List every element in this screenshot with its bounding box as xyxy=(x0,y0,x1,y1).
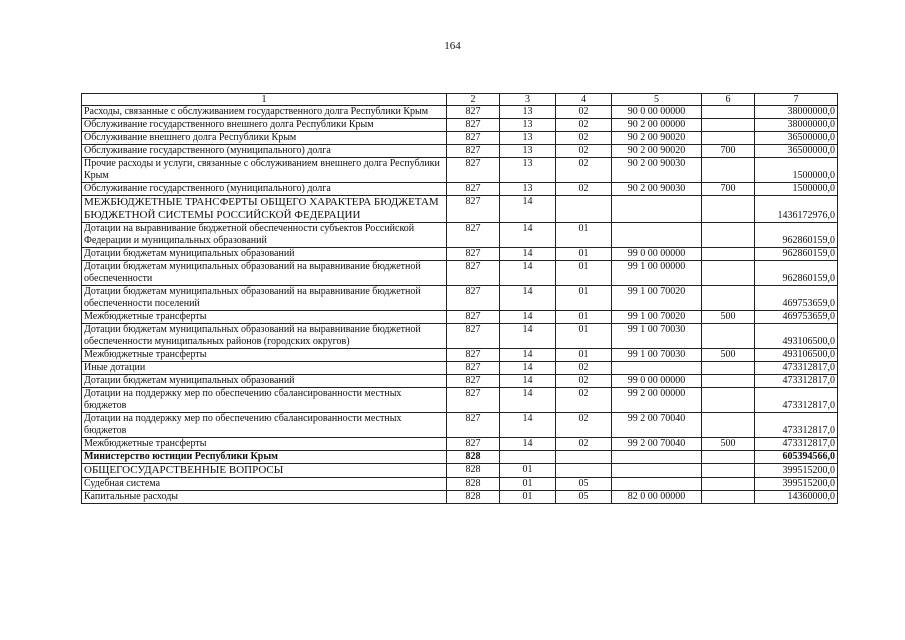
expense-name-cell: Дотации бюджетам муниципальных образований xyxy=(82,248,447,261)
ministry-code-cell: 828 xyxy=(447,464,500,478)
target-article-cell: 99 1 00 00000 xyxy=(612,261,702,286)
ministry-code-cell: 828 xyxy=(447,478,500,491)
table-row xyxy=(82,464,838,478)
target-article-cell: 82 0 00 00000 xyxy=(612,491,702,504)
table-row xyxy=(82,451,838,464)
target-article-cell: 90 2 00 90030 xyxy=(612,158,702,183)
expense-type-cell xyxy=(702,196,755,223)
table-row xyxy=(82,132,838,145)
ministry-code-cell: 827 xyxy=(447,132,500,145)
target-article-cell xyxy=(612,196,702,223)
subsection-code-cell: 02 xyxy=(556,388,612,413)
subsection-code-cell: 02 xyxy=(556,375,612,388)
table-row xyxy=(82,438,838,451)
expense-name-cell: Расходы, связанные с обслуживанием государственного долга Республики Крым xyxy=(82,106,447,119)
subsection-code-cell: 02 xyxy=(556,145,612,158)
ministry-code-cell: 827 xyxy=(447,106,500,119)
expense-type-cell xyxy=(702,132,755,145)
header-cell: 5 xyxy=(612,94,702,106)
expense-type-cell xyxy=(702,324,755,349)
expense-name-cell: Межбюджетные трансферты xyxy=(82,349,447,362)
expense-type-cell: 700 xyxy=(702,183,755,196)
amount-cell: 1500000,0 xyxy=(755,183,838,196)
section-code-cell: 14 xyxy=(500,223,556,248)
section-code-cell: 13 xyxy=(500,145,556,158)
ministry-code-cell: 827 xyxy=(447,248,500,261)
ministry-code-cell: 827 xyxy=(447,158,500,183)
target-article-cell xyxy=(612,362,702,375)
target-article-cell: 99 1 00 70030 xyxy=(612,324,702,349)
target-article-cell: 99 2 00 70040 xyxy=(612,438,702,451)
table-row xyxy=(82,261,838,286)
subsection-code-cell: 02 xyxy=(556,362,612,375)
amount-cell: 1436172976,0 xyxy=(755,196,838,223)
expense-type-cell xyxy=(702,478,755,491)
amount-cell: 473312817,0 xyxy=(755,362,838,375)
amount-cell: 38000000,0 xyxy=(755,106,838,119)
expense-type-cell xyxy=(702,375,755,388)
expense-name-cell: Прочие расходы и услуги, связанные с обслуживанием внешнего долга Республики Крым xyxy=(82,158,447,183)
target-article-cell: 99 2 00 70040 xyxy=(612,413,702,438)
section-code-cell xyxy=(500,451,556,464)
section-code-cell: 14 xyxy=(500,375,556,388)
amount-cell: 962860159,0 xyxy=(755,248,838,261)
table-row xyxy=(82,119,838,132)
header-cell: 1 xyxy=(82,94,447,106)
section-code-cell: 01 xyxy=(500,491,556,504)
ministry-code-cell: 828 xyxy=(447,451,500,464)
expense-name-cell: Дотации на поддержку мер по обеспечению сбалансированности местных бюджетов xyxy=(82,388,447,413)
amount-cell: 473312817,0 xyxy=(755,413,838,438)
amount-cell: 469753659,0 xyxy=(755,286,838,311)
page-number: 164 xyxy=(444,40,461,52)
ministry-code-cell: 827 xyxy=(447,438,500,451)
ministry-code-cell: 827 xyxy=(447,223,500,248)
expense-type-cell xyxy=(702,158,755,183)
section-code-cell: 01 xyxy=(500,464,556,478)
ministry-code-cell: 827 xyxy=(447,311,500,324)
section-code-cell: 13 xyxy=(500,158,556,183)
table-row xyxy=(82,388,838,413)
amount-cell: 473312817,0 xyxy=(755,438,838,451)
target-article-cell: 99 2 00 00000 xyxy=(612,388,702,413)
ministry-code-cell: 827 xyxy=(447,119,500,132)
expense-name-cell: Дотации бюджетам муниципальных образований xyxy=(82,375,447,388)
target-article-cell: 90 2 00 00000 xyxy=(612,119,702,132)
section-code-cell: 14 xyxy=(500,324,556,349)
expense-type-cell xyxy=(702,106,755,119)
ministry-code-cell: 827 xyxy=(447,183,500,196)
table-row xyxy=(82,491,838,504)
expense-type-cell xyxy=(702,261,755,286)
expense-name-cell: Обслуживание государственного внешнего долга Республики Крым xyxy=(82,119,447,132)
amount-cell: 473312817,0 xyxy=(755,375,838,388)
target-article-cell: 90 2 00 90020 xyxy=(612,132,702,145)
amount-cell: 399515200,0 xyxy=(755,478,838,491)
amount-cell: 36500000,0 xyxy=(755,132,838,145)
expense-type-cell: 500 xyxy=(702,438,755,451)
ministry-code-cell: 827 xyxy=(447,388,500,413)
table-row xyxy=(82,362,838,375)
ministry-code-cell: 827 xyxy=(447,349,500,362)
header-cell: 2 xyxy=(447,94,500,106)
table-row xyxy=(82,223,838,248)
target-article-cell: 99 0 00 00000 xyxy=(612,375,702,388)
expense-name-cell: МЕЖБЮДЖЕТНЫЕ ТРАНСФЕРТЫ ОБЩЕГО ХАРАКТЕРА БЮДЖЕТАМ БЮДЖЕТНОЙ СИСТЕМЫ РОССИЙСКОЙ ФЕДЕРАЦИИ xyxy=(82,196,447,223)
ministry-code-cell: 827 xyxy=(447,286,500,311)
section-code-cell: 14 xyxy=(500,349,556,362)
section-code-cell: 14 xyxy=(500,196,556,223)
subsection-code-cell xyxy=(556,464,612,478)
expense-type-cell xyxy=(702,451,755,464)
header-row xyxy=(82,94,838,106)
expense-type-cell xyxy=(702,388,755,413)
expense-type-cell: 500 xyxy=(702,349,755,362)
subsection-code-cell: 02 xyxy=(556,132,612,145)
expense-name-cell: Дотации бюджетам муниципальных образований на выравнивание бюджетной обеспеченности муниципальных районов (городских округов) xyxy=(82,324,447,349)
section-code-cell: 14 xyxy=(500,286,556,311)
header-cell: 6 xyxy=(702,94,755,106)
ministry-code-cell: 827 xyxy=(447,261,500,286)
table-row xyxy=(82,413,838,438)
subsection-code-cell: 01 xyxy=(556,248,612,261)
ministry-code-cell: 827 xyxy=(447,145,500,158)
header-cell: 7 xyxy=(755,94,838,106)
section-code-cell: 14 xyxy=(500,248,556,261)
target-article-cell: 90 2 00 90020 xyxy=(612,145,702,158)
target-article-cell: 99 1 00 70030 xyxy=(612,349,702,362)
subsection-code-cell: 02 xyxy=(556,413,612,438)
subsection-code-cell: 05 xyxy=(556,478,612,491)
table-row xyxy=(82,183,838,196)
expense-name-cell: Дотации бюджетам муниципальных образований на выравнивание бюджетной обеспеченности поселений xyxy=(82,286,447,311)
section-code-cell: 14 xyxy=(500,438,556,451)
table-row xyxy=(82,311,838,324)
section-code-cell: 01 xyxy=(500,478,556,491)
expense-type-cell xyxy=(702,286,755,311)
ministry-code-cell: 828 xyxy=(447,491,500,504)
section-code-cell: 14 xyxy=(500,311,556,324)
expense-name-cell: Дотации на выравнивание бюджетной обеспеченности субъектов Российской Федерации и муниципальных образований xyxy=(82,223,447,248)
expense-name-cell: Обслуживание государственного (муниципального) долга xyxy=(82,183,447,196)
target-article-cell: 90 2 00 90030 xyxy=(612,183,702,196)
ministry-code-cell: 827 xyxy=(447,413,500,438)
expense-name-cell: Судебная система xyxy=(82,478,447,491)
expense-type-cell: 500 xyxy=(702,311,755,324)
expense-name-cell: Иные дотации xyxy=(82,362,447,375)
amount-cell: 962860159,0 xyxy=(755,223,838,248)
expense-name-cell: Дотации на поддержку мер по обеспечению сбалансированности местных бюджетов xyxy=(82,413,447,438)
expense-name-cell: Межбюджетные трансферты xyxy=(82,438,447,451)
amount-cell: 14360000,0 xyxy=(755,491,838,504)
subsection-code-cell: 02 xyxy=(556,438,612,451)
table-row xyxy=(82,158,838,183)
subsection-code-cell: 01 xyxy=(556,223,612,248)
table-row xyxy=(82,349,838,362)
table-row xyxy=(82,106,838,119)
expense-name-cell: ОБЩЕГОСУДАРСТВЕННЫЕ ВОПРОСЫ xyxy=(82,464,447,478)
budget-table xyxy=(81,93,838,504)
ministry-code-cell: 827 xyxy=(447,324,500,349)
table-row xyxy=(82,145,838,158)
target-article-cell xyxy=(612,464,702,478)
subsection-code-cell: 02 xyxy=(556,183,612,196)
amount-cell: 962860159,0 xyxy=(755,261,838,286)
amount-cell: 469753659,0 xyxy=(755,311,838,324)
subsection-code-cell: 02 xyxy=(556,119,612,132)
table-row xyxy=(82,375,838,388)
table-row xyxy=(82,478,838,491)
expense-name-cell: Обслуживание внешнего долга Республики Крым xyxy=(82,132,447,145)
expense-name-cell: Капитальные расходы xyxy=(82,491,447,504)
amount-cell: 399515200,0 xyxy=(755,464,838,478)
subsection-code-cell: 01 xyxy=(556,261,612,286)
ministry-code-cell: 827 xyxy=(447,196,500,223)
section-code-cell: 13 xyxy=(500,119,556,132)
expense-name-cell: Дотации бюджетам муниципальных образований на выравнивание бюджетной обеспеченности xyxy=(82,261,447,286)
subsection-code-cell: 01 xyxy=(556,349,612,362)
subsection-code-cell: 01 xyxy=(556,286,612,311)
amount-cell: 493106500,0 xyxy=(755,324,838,349)
expense-type-cell xyxy=(702,464,755,478)
section-code-cell: 14 xyxy=(500,362,556,375)
expense-type-cell xyxy=(702,491,755,504)
amount-cell: 1500000,0 xyxy=(755,158,838,183)
table-body xyxy=(82,106,838,504)
section-code-cell: 13 xyxy=(500,106,556,119)
target-article-cell: 99 1 00 70020 xyxy=(612,311,702,324)
table-row xyxy=(82,196,838,223)
subsection-code-cell xyxy=(556,196,612,223)
target-article-cell: 99 0 00 00000 xyxy=(612,248,702,261)
ministry-code-cell: 827 xyxy=(447,362,500,375)
expense-type-cell: 700 xyxy=(702,145,755,158)
subsection-code-cell: 01 xyxy=(556,324,612,349)
subsection-code-cell: 01 xyxy=(556,311,612,324)
target-article-cell xyxy=(612,451,702,464)
target-article-cell xyxy=(612,223,702,248)
table-row xyxy=(82,324,838,349)
expense-name-cell: Обслуживание государственного (муниципального) долга xyxy=(82,145,447,158)
section-code-cell: 14 xyxy=(500,261,556,286)
amount-cell: 36500000,0 xyxy=(755,145,838,158)
ministry-code-cell: 827 xyxy=(447,375,500,388)
subsection-code-cell xyxy=(556,451,612,464)
amount-cell: 605394566,0 xyxy=(755,451,838,464)
target-article-cell: 90 0 00 00000 xyxy=(612,106,702,119)
expense-type-cell xyxy=(702,413,755,438)
amount-cell: 493106500,0 xyxy=(755,349,838,362)
expense-type-cell xyxy=(702,119,755,132)
section-code-cell: 14 xyxy=(500,413,556,438)
target-article-cell: 99 1 00 70020 xyxy=(612,286,702,311)
section-code-cell: 13 xyxy=(500,132,556,145)
header-cell: 4 xyxy=(556,94,612,106)
expense-name-cell: Межбюджетные трансферты xyxy=(82,311,447,324)
target-article-cell xyxy=(612,478,702,491)
expense-type-cell xyxy=(702,223,755,248)
subsection-code-cell: 05 xyxy=(556,491,612,504)
section-code-cell: 13 xyxy=(500,183,556,196)
amount-cell: 473312817,0 xyxy=(755,388,838,413)
table-row xyxy=(82,248,838,261)
subsection-code-cell: 02 xyxy=(556,158,612,183)
expense-name-cell: Министерство юстиции Республики Крым xyxy=(82,451,447,464)
section-code-cell: 14 xyxy=(500,388,556,413)
amount-cell: 38000000,0 xyxy=(755,119,838,132)
header-cell: 3 xyxy=(500,94,556,106)
subsection-code-cell: 02 xyxy=(556,106,612,119)
expense-type-cell xyxy=(702,248,755,261)
expense-type-cell xyxy=(702,362,755,375)
table-row xyxy=(82,286,838,311)
